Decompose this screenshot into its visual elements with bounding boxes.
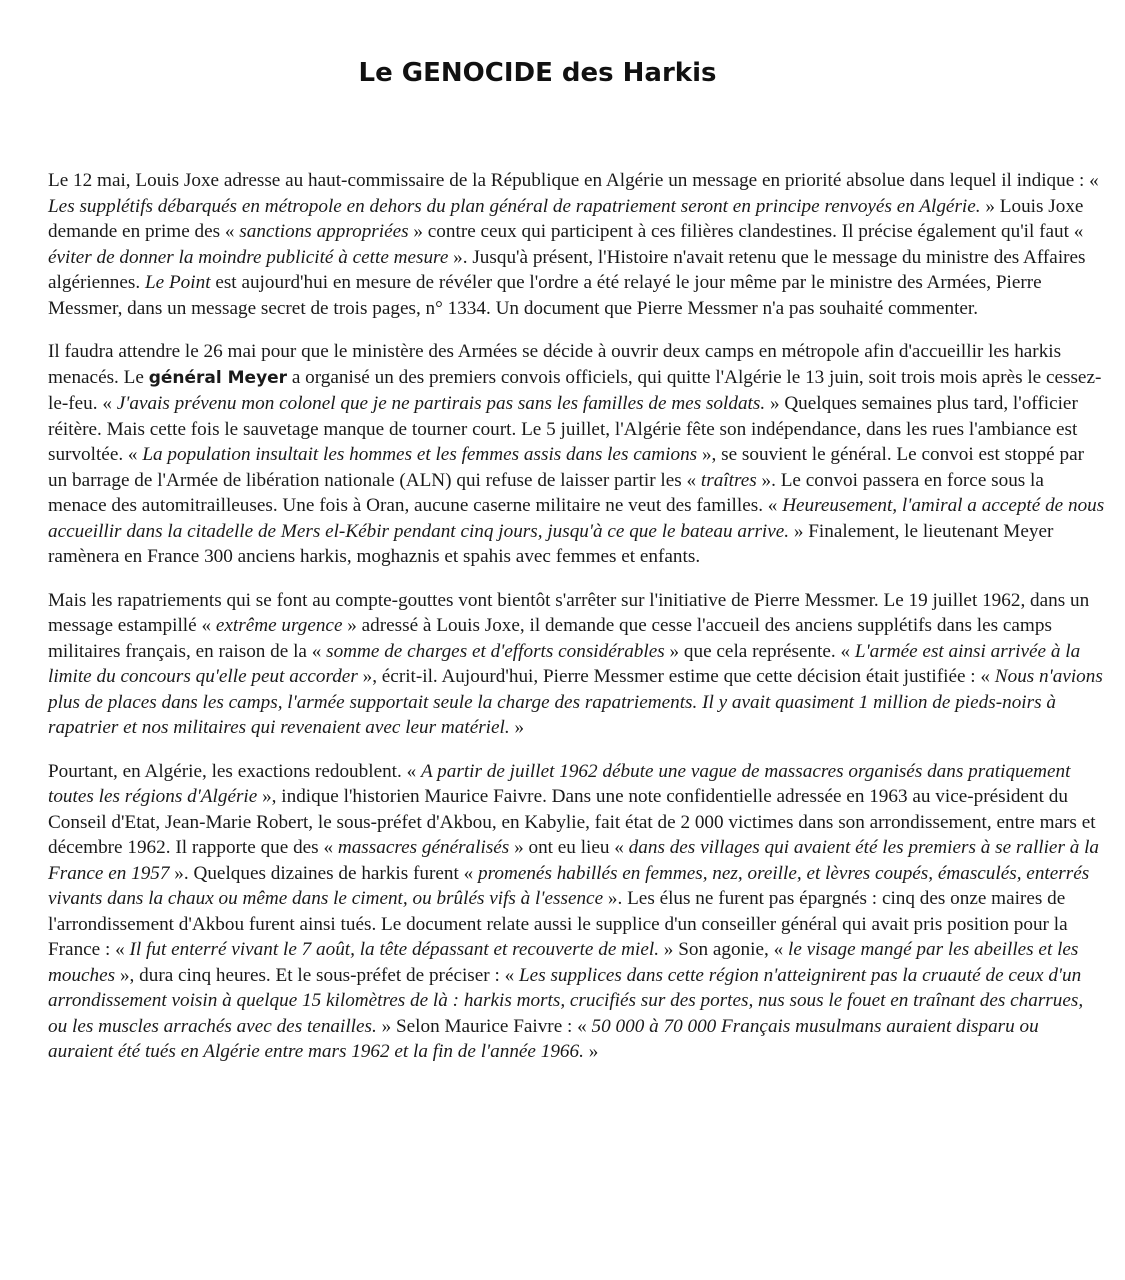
document-title: Le GENOCIDE des Harkis [358,58,717,88]
body-text: », indique l'historien Maurice Faivre. Dans une note confidentielle adressée en 1963 au vice-président du Conseil d'Etat, Jean-Marie Robert, le sous-préfet d'Akbou, en Kabylie, fait état de 2 000 victimes dans son arrondissement, entre mars et décembre 1962. Il rapporte que des « [48,786,1096,858]
quote-text: extrême urgence [215,615,343,636]
paragraph-1 [48,168,1106,321]
body-text: » [583,1041,599,1062]
body-text: », se souvient le général. Le convoi est stoppé par un barrage de l'Armée de libération nationale (ALN) qui refuse de laisser partir les « [48,444,1084,491]
body-text: » Louis Joxe demande en prime des « [48,195,1084,242]
body-text: Pourtant, en Algérie, les exactions redoublent. « [48,760,421,782]
body-text: Il faudra attendre le 26 mai pour que le ministère des Armées se décide à ouvrir deux camps en métropole afin d'accueillir les harkis menacés. Le [48,341,1062,388]
quote-text: le visage mangé par les abeilles et les mouches [48,939,1079,986]
quote-text: Il fut enterré vivant le 7 août, la tête dépassant et recouverte de miel. [129,939,659,960]
quote-text: L'armée est ainsi arrivée à la limite du concours qu'elle peut accorder [48,640,1081,687]
body-text: » Selon Maurice Faivre : « [376,1015,592,1037]
quote-text: Les supplices dans cette région n'atteignirent pas la cruauté de ceux d'un arrondissement voisin à quelque 15 kilomètres de là : harkis morts, crucifiés sur des portes, nus sous le fouet en traînant des charrues, ou les muscles arrachés avec des tenailles. [48,964,1084,1037]
body-text: Le 12 mai, Louis Joxe adresse au haut-commissaire de la République en Algérie un message en priorité absolue dans lequel il indique : « [48,170,1099,191]
body-text: » contre ceux qui participent à ces filières clandestines. Il précise également qu'il faut « [408,221,1084,242]
document-body [48,168,1106,1083]
quote-text: Les supplétifs débarqués en métropole en dehors du plan général de rapatriement seront en principe renvoyés en Algérie. [48,195,981,217]
quote-text: massacres généralisés [337,837,510,858]
body-text: ». Jusqu'à présent, l'Histoire n'avait retenu que le message du ministre des Affaires algériennes. [48,246,1086,293]
body-text: a organisé un des premiers convois officiels, qui quitte l'Algérie le 13 juin, soit trois mois après le cessez-le-feu. « [48,366,1102,414]
body-text: » adressé à Louis Joxe, il demande que cesse l'accueil des anciens supplétifs dans les camps militaires français, en raison de la « [48,615,1052,662]
quote-text: somme de charges et d'efforts considérables [326,640,665,662]
body-text: ». Quelques dizaines de harkis furent « [169,862,479,884]
quote-text: dans des villages qui avaient été les premiers à se rallier à la France en 1957 [48,837,1100,884]
quote-text: éviter de donner la moindre publicité à cette mesure [48,246,449,268]
paragraph-4 [48,759,1106,1065]
body-text: Mais les rapatriements qui se font au compte-gouttes vont bientôt s'arrêter sur l'initiative de Pierre Messmer. Le 19 juillet 1962, dans un message estampillé « [48,589,1090,636]
body-text: » ont eu lieu « [509,837,629,858]
quote-text: 50 000 à 70 000 Français musulmans auraient disparu ou auraient été tués en Algérie entre mars 1962 et la fin de l'année 1966. [48,1015,1039,1062]
quote-text: A partir de juillet 1962 débute une vague de massacres organisés dans pratiquement toutes les régions d'Algérie [48,760,1071,807]
body-text: » Son agonie, « [659,939,788,960]
quote-text: traîtres [700,469,757,491]
body-text: ». Les élus ne furent pas épargnés : cinq des onze maires de l'arrondissement d'Akbou furent ainsi tués. Le document relate aussi le supplice d'un conseiller général qui avait pris position pour la France : « [48,888,1068,960]
body-text: » Finalement, le lieutenant Meyer ramènera en France 300 anciens harkis, moghaznis et spahis avec femmes et enfants. [48,520,1054,567]
paragraph-2 [48,339,1106,570]
quote-text: promenés habillés en femmes, nez, oreille, et lèvres coupés, émasculés, enterrés vivants dans la chaux ou même dans le ciment, ou brûlés vifs à l'essence [48,862,1090,909]
body-text: » que cela représente. « [664,640,855,662]
body-text: », écrit-il. Aujourd'hui, Pierre Messmer estime que cette décision était justifiée : « [357,666,995,687]
body-text: », dura cinq heures. Et le sous-préfet de préciser : « [115,964,519,986]
body-text: » Quelques semaines plus tard, l'officier réitère. Mais cette fois le sauvetage manque de tourner court. Le 5 juillet, l'Algérie fête son indépendance, dans les rues l'ambiance est survoltée. « [48,393,1078,465]
paragraph-3 [48,588,1106,741]
body-text: ». Le convoi passera en force sous la menace des automitrailleuses. Une fois à Oran, aucune caserne militaire ne veut des familles. « [48,469,1044,516]
quote-text: J'avais prévenu mon colonel que je ne partirais pas sans les familles de mes soldats. [116,393,766,414]
quote-text: Nous n'avions plus de places dans les camps, l'armée supportait seule la charge des rapatriements. Il y avait quasiment 1 million de pieds-noirs à rapatrier et nos militaires qui revenaient avec leur matériel. [48,666,1103,738]
quote-text: sanctions appropriées [239,221,409,242]
quote-text: La population insultait les hommes et les femmes assis dans les camions [142,444,698,465]
quote-text: Le Point [144,272,211,293]
quote-text: Heureusement, l'amiral a accepté de nous accueillir dans la citadelle de Mers el-Kébir pendant cinq jours, jusqu'à ce que le bateau arrive. [48,495,1105,542]
emphasis-text: général Meyer [148,367,288,388]
body-text: est aujourd'hui en mesure de révéler que l'ordre a été relayé le jour même par le ministre des Armées, Pierre Messmer, dans un message secret de trois pages, n° 1334. Un document que Pierre Messmer n'a pas souhaité commenter. [48,272,1042,319]
body-text: » [509,717,525,738]
